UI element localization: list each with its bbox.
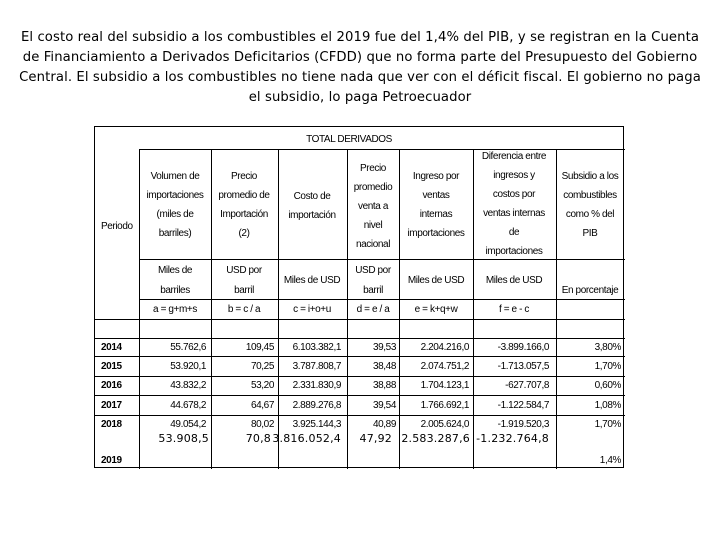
table-cell: 1.704.123,1 — [420, 380, 469, 391]
column-header-line: importaciones — [146, 190, 204, 201]
table-cell: -1.713.057,5 — [497, 361, 549, 372]
column-header-line: importación — [288, 210, 336, 221]
column-header-line: venta a — [357, 201, 389, 212]
periodo-label: Periodo — [101, 221, 133, 232]
formula-rule — [139, 299, 625, 300]
formula-label: c = i+o+u — [293, 304, 331, 315]
estimate-2019-value: -1.232.764,8 — [476, 432, 549, 445]
column-rule-4 — [347, 149, 348, 469]
column-header-line: combustibles — [563, 190, 617, 201]
column-header-line: Volumen de — [150, 171, 200, 182]
units-rule — [139, 259, 625, 260]
estimate-2019-value: 53.908,5 — [158, 432, 209, 445]
table-cell: 2.889.276,8 — [292, 400, 341, 411]
column-header-line: nivel — [363, 220, 383, 231]
column-header-line: Costo de — [293, 191, 331, 202]
unit-label: barril — [234, 285, 254, 296]
column-header-line: Subsidio a los — [561, 171, 619, 182]
table-cell: 39,54 — [372, 400, 396, 411]
derivatives-table — [94, 126, 624, 468]
table-cell: 49.054,2 — [170, 419, 206, 430]
unit-label: barriles — [160, 285, 190, 296]
unit-label: En porcentaje — [561, 285, 619, 296]
table-cell: 3,80% — [594, 342, 621, 353]
column-header-line: nacional — [355, 239, 391, 250]
table-cell: -3.899.166,0 — [497, 342, 549, 353]
table-cell: 2.204.216,0 — [420, 342, 469, 353]
row-year: 2016 — [101, 380, 122, 391]
row-year: 2015 — [101, 361, 122, 372]
unit-label: barril — [363, 285, 383, 296]
unit-label: Miles de USD — [283, 275, 341, 286]
estimate-2019-value: 3.816.052,4 — [272, 432, 341, 445]
table-cell: 109,45 — [245, 342, 274, 353]
table-cell: 70,25 — [250, 361, 274, 372]
column-header-line: (miles de — [156, 209, 194, 220]
estimate-2019-value: 47,92 — [359, 432, 392, 445]
table-cell: 1.766.692,1 — [420, 400, 469, 411]
column-rule-7 — [556, 149, 557, 469]
table-cell: 1,08% — [594, 400, 621, 411]
table-cell: 0,60% — [594, 380, 621, 391]
table-cell: -627.707,8 — [505, 380, 549, 391]
estimate-2019-value: 70,8 — [245, 432, 271, 445]
column-header-line: Diferencia entre — [481, 151, 547, 162]
table-cell: 3.787.808,7 — [292, 361, 341, 372]
row-year: 2017 — [101, 400, 122, 411]
column-rule-3 — [278, 149, 279, 469]
column-rule-1 — [139, 149, 140, 469]
column-header-line: PIB — [582, 228, 598, 239]
column-header-line: Importación — [220, 209, 268, 220]
intro-paragraph: El costo real del subsidio a los combustibles el 2019 fue del 1,4% del PIB, y se registran en la Cuenta de Financiamiento a Derivados Deficitarios (CFDD) que no forma parte del Presupuesto del Gobierno Central. El subsidio a los combustibles no tiene nada que ver con el déficit fiscal. El gobierno no paga el subsidio, lo paga Petroecuador — [19, 30, 701, 105]
unit-label: USD por — [355, 265, 391, 276]
table-cell: 6.103.382,1 — [292, 342, 341, 353]
table-cell: 3.925.144,3 — [292, 419, 341, 430]
table-cell: 2.005.624,0 — [420, 419, 469, 430]
column-header-line: promedio de — [218, 190, 270, 201]
column-header-line: ventas — [422, 190, 450, 201]
column-header-line: internas — [419, 209, 453, 220]
table-cell: 2.331.830,9 — [292, 380, 341, 391]
column-header-line: costos por — [492, 189, 536, 200]
row-year: 2018 — [101, 419, 122, 430]
column-header-line: de — [508, 227, 520, 238]
table-cell: -1.919.520,3 — [497, 419, 549, 430]
column-header-line: promedio — [353, 182, 393, 193]
table-cell: 1,70% — [594, 361, 621, 372]
table-cell: 1,4% — [599, 455, 621, 466]
table-cell: 39,53 — [372, 342, 396, 353]
unit-label: Miles de USD — [407, 275, 465, 286]
row-rule-1 — [95, 338, 625, 339]
table-cell: -1.122.584,7 — [497, 400, 549, 411]
table-cell: 2.074.751,2 — [420, 361, 469, 372]
row-year: 2019 — [101, 455, 122, 466]
formula-label: b = c / a — [227, 304, 261, 315]
row-rule-3 — [95, 376, 625, 377]
table-cell: 43.832,2 — [170, 380, 206, 391]
row-rule-4 — [95, 395, 625, 396]
column-header-line: barriles) — [158, 228, 192, 239]
unit-label: USD por — [226, 265, 262, 276]
table-cell: 80,02 — [250, 419, 274, 430]
column-header-line: Precio — [231, 171, 257, 182]
column-header-line: importaciones — [407, 228, 465, 239]
table-cell: 40,89 — [372, 419, 396, 430]
column-rule-5 — [399, 149, 400, 469]
column-header-line: Precio — [360, 163, 386, 174]
column-header-line: ingresos y — [493, 170, 535, 181]
formula-label: a = g+m+s — [153, 304, 197, 315]
table-cell: 38,88 — [372, 380, 396, 391]
row-year: 2014 — [101, 342, 122, 353]
formula-label: f = e - c — [498, 304, 530, 315]
header-bottom-rule — [95, 319, 625, 320]
estimate-2019-value: 2.583.287,6 — [401, 432, 470, 445]
column-rule-6 — [473, 149, 474, 469]
formula-label: d = e / a — [356, 304, 390, 315]
table-cell: 38,48 — [372, 361, 396, 372]
column-header-line: (2) — [238, 228, 250, 239]
formula-label: e = k+q+w — [414, 304, 458, 315]
row-rule-5 — [95, 415, 625, 416]
column-header-line: importaciones — [485, 246, 543, 257]
table-title: TOTAL DERIVADOS — [306, 134, 392, 145]
column-header-line: como % del — [565, 209, 615, 220]
unit-label: Miles de — [157, 265, 193, 276]
unit-label: Miles de USD — [485, 275, 543, 286]
column-rule-2 — [211, 149, 212, 469]
column-header-line: Ingreso por — [412, 171, 460, 182]
table-cell: 53.920,1 — [170, 361, 206, 372]
column-header-line: ventas internas — [483, 208, 545, 219]
table-cell: 53,20 — [250, 380, 274, 391]
row-rule-2 — [95, 356, 625, 357]
table-cell: 44.678,2 — [170, 400, 206, 411]
table-cell: 64,67 — [250, 400, 274, 411]
table-cell: 55.762,6 — [170, 342, 206, 353]
table-cell: 1,70% — [594, 419, 621, 430]
